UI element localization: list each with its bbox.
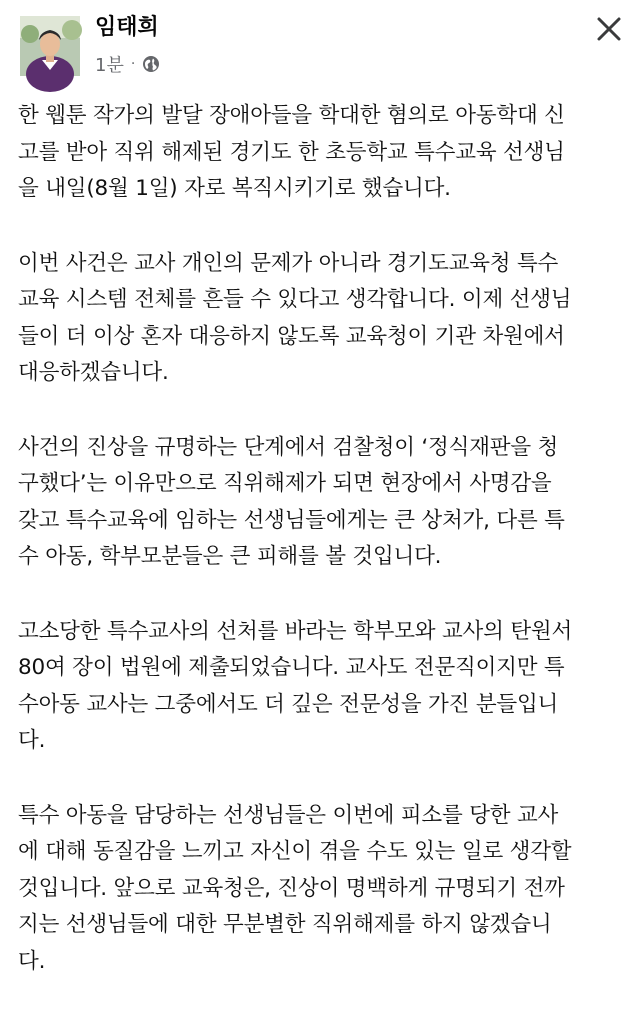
- post-line: 고소당한 특수교사의 선처를 바라는 학부모와 교사의 탄원서: [18, 618, 573, 644]
- post-paragraph: [18, 246, 630, 392]
- post-line: 80여 장이 법원에 제출되었습니다. 교사도 전문직이지만 특: [18, 655, 565, 680]
- close-button[interactable]: [592, 12, 626, 46]
- post-line: 사건의 진상을 규명하는 단계에서 검찰청이 ‘정식재판을 청: [18, 434, 559, 460]
- post-line: 고를 받아 직위 해제된 경기도 한 초등학교 특수교육 선생님: [18, 139, 565, 165]
- post-line: 갖고 특수교육에 임하는 선생님들에게는 큰 상처가, 다른 특: [18, 507, 565, 533]
- post-paragraph: [18, 430, 630, 576]
- author-name[interactable]: 임태희: [95, 15, 159, 40]
- post-line: 것입니다. 앞으로 교육청은, 진상이 명백하게 규명되기 전까: [18, 875, 565, 901]
- post-line: 교육 시스템 전체를 흔들 수 있다고 생각합니다. 이제 선생님: [18, 287, 572, 312]
- post-line: 대응하겠습니다.: [18, 360, 169, 385]
- post-paragraph: [18, 614, 630, 760]
- post-line: 다.: [18, 948, 46, 974]
- post-paragraph: [18, 798, 630, 981]
- globe-icon[interactable]: [142, 55, 160, 73]
- post-line: 에 대해 동질감을 느끼고 자신이 겪을 수도 있는 일로 생각할: [18, 839, 572, 864]
- close-icon: [596, 16, 622, 42]
- post-line: 구했다’는 이유만으로 직위해제가 되면 현장에서 사명감을: [18, 471, 552, 496]
- post-meta: [95, 52, 160, 76]
- post-line: 을 내일(8월 1일) 자로 복직시키기로 했습니다.: [18, 176, 451, 201]
- meta-separator: ·: [130, 56, 136, 72]
- post-line: 수아동 교사는 그중에서도 더 깊은 전문성을 가진 분들입니: [18, 691, 559, 717]
- post-body: [18, 98, 630, 1018]
- avatar-image: [20, 16, 80, 76]
- author-avatar[interactable]: [20, 16, 80, 76]
- post-line: 수 아동, 학부모분들은 큰 피해를 볼 것입니다.: [18, 544, 442, 569]
- post-line: 들이 더 이상 혼자 대응하지 않도록 교육청이 기관 차원에서: [18, 323, 565, 349]
- post-line: 이번 사건은 교사 개인의 문제가 아니라 경기도교육청 특수: [18, 250, 559, 276]
- post-line: 특수 아동을 담당하는 선생님들은 이번에 피소를 당한 교사: [18, 802, 559, 828]
- post-line: 지는 선생님들에 대한 무분별한 직위해제를 하지 않겠습니: [18, 912, 552, 937]
- post-line: 다.: [18, 728, 46, 753]
- post-time[interactable]: 1분: [95, 55, 124, 76]
- post-paragraph: [18, 98, 630, 208]
- post-line: 한 웹툰 작가의 발달 장애아들을 학대한 혐의로 아동학대 신: [18, 103, 565, 128]
